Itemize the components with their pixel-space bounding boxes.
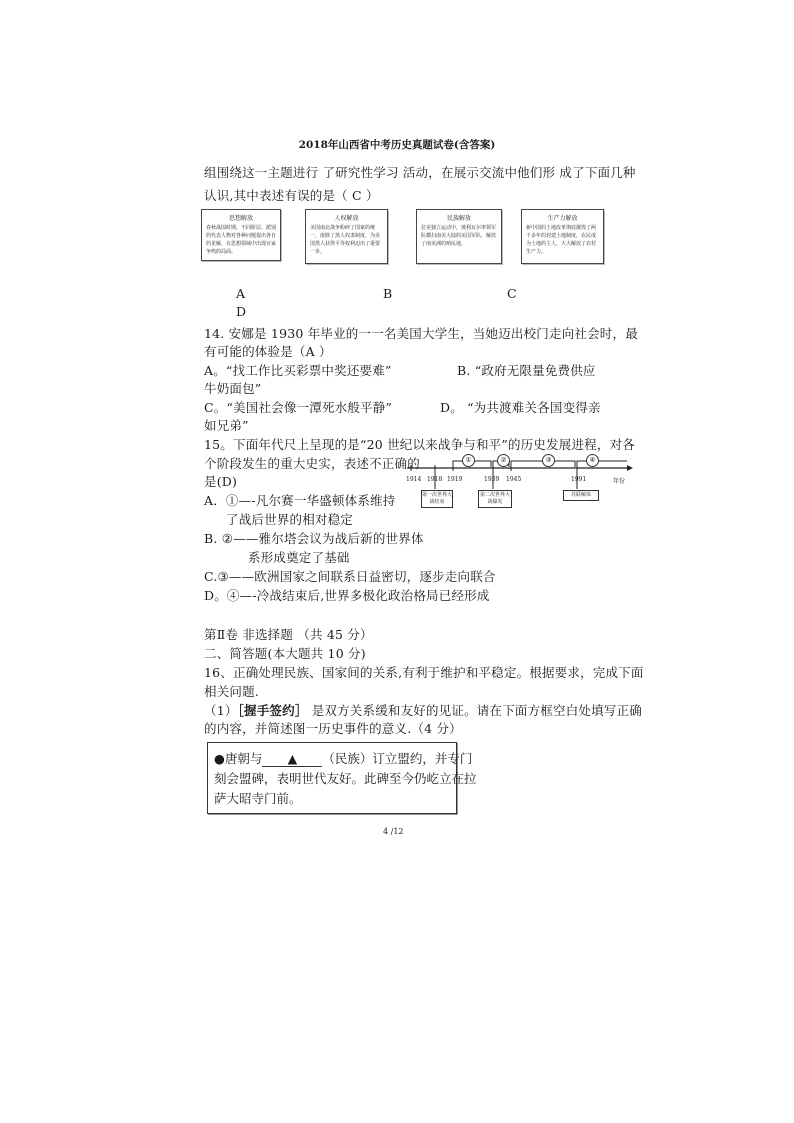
fill-in-box	[207, 742, 477, 814]
box-c-body: 拉美独立运动中，玻利瓦尔率领军队横扫南美大陆的美国军队，解放了南美洲的殖民地。	[421, 225, 497, 247]
q14-option-c: C。“美国社会像一潭死水般平静”	[204, 400, 393, 415]
box-line1	[214, 748, 472, 767]
document-title: 2018年山西省中考历史真题试卷(含答案)	[298, 139, 496, 151]
q13-option-d: D	[236, 304, 247, 319]
answer-blank[interactable]: ▲	[262, 751, 322, 767]
timeline-marker-3: ③	[542, 454, 555, 467]
q15-line2: 个阶段发生的重大史实，表述不正确的	[204, 456, 420, 471]
q13-line2: 认识,其中表述有误的是（ C ）	[204, 188, 379, 203]
q14-option-b: B. “政府无限量免费供应	[457, 363, 596, 378]
q16-line2: 相关问题.	[204, 684, 259, 699]
option-box-d	[521, 209, 604, 264]
q15-option-b-cont: 系形成奠定了基础	[248, 550, 350, 565]
subsection-heading: 二、简答题(本大题共 10 分)	[204, 646, 366, 661]
q14-option-d-cont: 如兄弟”	[204, 418, 249, 433]
timeline-marker-2: ②	[497, 454, 510, 467]
q15-line3: 是(D)	[204, 474, 238, 489]
box-line2	[214, 768, 477, 787]
q13-option-a: A	[236, 286, 246, 301]
box-line1-end: （民族）订立盟约，并专门	[322, 751, 473, 766]
page-number: 4 /12	[383, 827, 404, 836]
section-heading: 第Ⅱ卷 非选择题 （共 45 分）	[204, 627, 373, 642]
timeline-unit: 年份	[613, 478, 626, 485]
q16-part-number: （1）	[204, 703, 238, 718]
box-line2-text: 刻会盟碑，表明世代友好。此碑至今仍屹立在拉	[214, 771, 477, 786]
box-d-title: 生产力解放	[547, 215, 578, 222]
q13-option-b: B	[383, 286, 393, 301]
q16-line3-rest: 是双方关系缓和友好的见证。请在下面方框空白处填写正确	[307, 703, 642, 718]
q14-option-d: D。 “为共渡难关各国变得亲	[440, 400, 601, 415]
box-line3-text: 萨大昭寺门前。	[214, 791, 302, 806]
q15-option-d: D。④—-冷战结束后,世界多极化政治格局已经形成	[204, 588, 490, 603]
option-box-c	[416, 209, 502, 264]
box-line3	[214, 788, 302, 807]
q15-option-c: C.③——欧洲国家之间联系日益密切，逐步走向联合	[204, 569, 496, 584]
event-ww1-end: 第一次世界大战结束	[421, 490, 453, 508]
q14-option-b-cont: 牛奶面包”	[204, 381, 262, 396]
q13-option-c: C	[507, 286, 517, 301]
q15-option-a-cont: 了战后世界的相对稳定	[226, 512, 354, 527]
q16-keyword: ［握手签约］	[237, 703, 308, 718]
q14-option-a: A。“找工作比买彩票中奖还要难”	[204, 363, 392, 378]
event-ussr-dissolve: 苏联解体	[563, 490, 599, 501]
timeline-marker-4: ④	[586, 454, 599, 467]
box-a-title: 思想解放	[228, 215, 253, 222]
box-line1-start: ●唐朝与	[214, 751, 263, 766]
q16-line3	[204, 701, 642, 719]
event-ww2-start: 第二次世界大战爆发	[478, 490, 512, 508]
q13-line1: 组围绕这一主题进行 了研究性学习 活动，在展示交流中他们形 成了下面几种	[204, 165, 636, 180]
option-box-b	[305, 209, 388, 264]
q15-option-b: B. ②——雅尔塔会议为战后新的世界体	[204, 531, 424, 546]
q16-line4: 的内容，并简述图一历史事件的意义.（4 分）	[204, 721, 462, 736]
box-a-body: 春秋战国时期，不同阶层、派别的代表人物对各种问题提出各自的见解，在思想领域中出现百家争鸣的局面。	[206, 225, 277, 255]
q14-line2: 有可能的体验是（A ）	[204, 344, 332, 359]
q14-line1: 14. 安娜是 1930 年毕业的一一名美国大学生，当她迈出校门走向社会时，最	[204, 326, 638, 341]
timeline-marker-1: ①	[462, 454, 475, 467]
box-b-body: 美国南北战争粉碎了国家的统一，废除了黑人奴隶制度，为美国黑人获得平等权利迈出了重要一步。	[310, 225, 381, 255]
year-1919: 1919	[447, 476, 463, 483]
q15-line1: 15。下面年代尺上呈现的是“20 世纪以来战争与和平”的历史发展进程，对各	[204, 437, 635, 452]
q15-option-a: A．①—-凡尔赛一华盛顿体系维持	[204, 493, 396, 508]
box-b-title: 人权解放	[334, 215, 359, 222]
year-1918: 1918	[427, 476, 443, 483]
year-1939: 1939	[484, 476, 500, 483]
year-1914: 1914	[406, 476, 422, 483]
option-box-a	[201, 209, 281, 261]
year-1945: 1945	[506, 476, 522, 483]
box-d-body: 新中国的土地改革彻底摧毁了两千多年的封建土地制度，农民成为土地的主人，大大解放了农村生产力。	[526, 225, 597, 255]
year-1991: 1991	[571, 476, 587, 483]
box-c-title: 民族解放	[446, 215, 471, 222]
q16-line1: 16、正确处理民族、国家间的关系,有利于维护和平稳定。根据要求，完成下面	[204, 665, 644, 680]
